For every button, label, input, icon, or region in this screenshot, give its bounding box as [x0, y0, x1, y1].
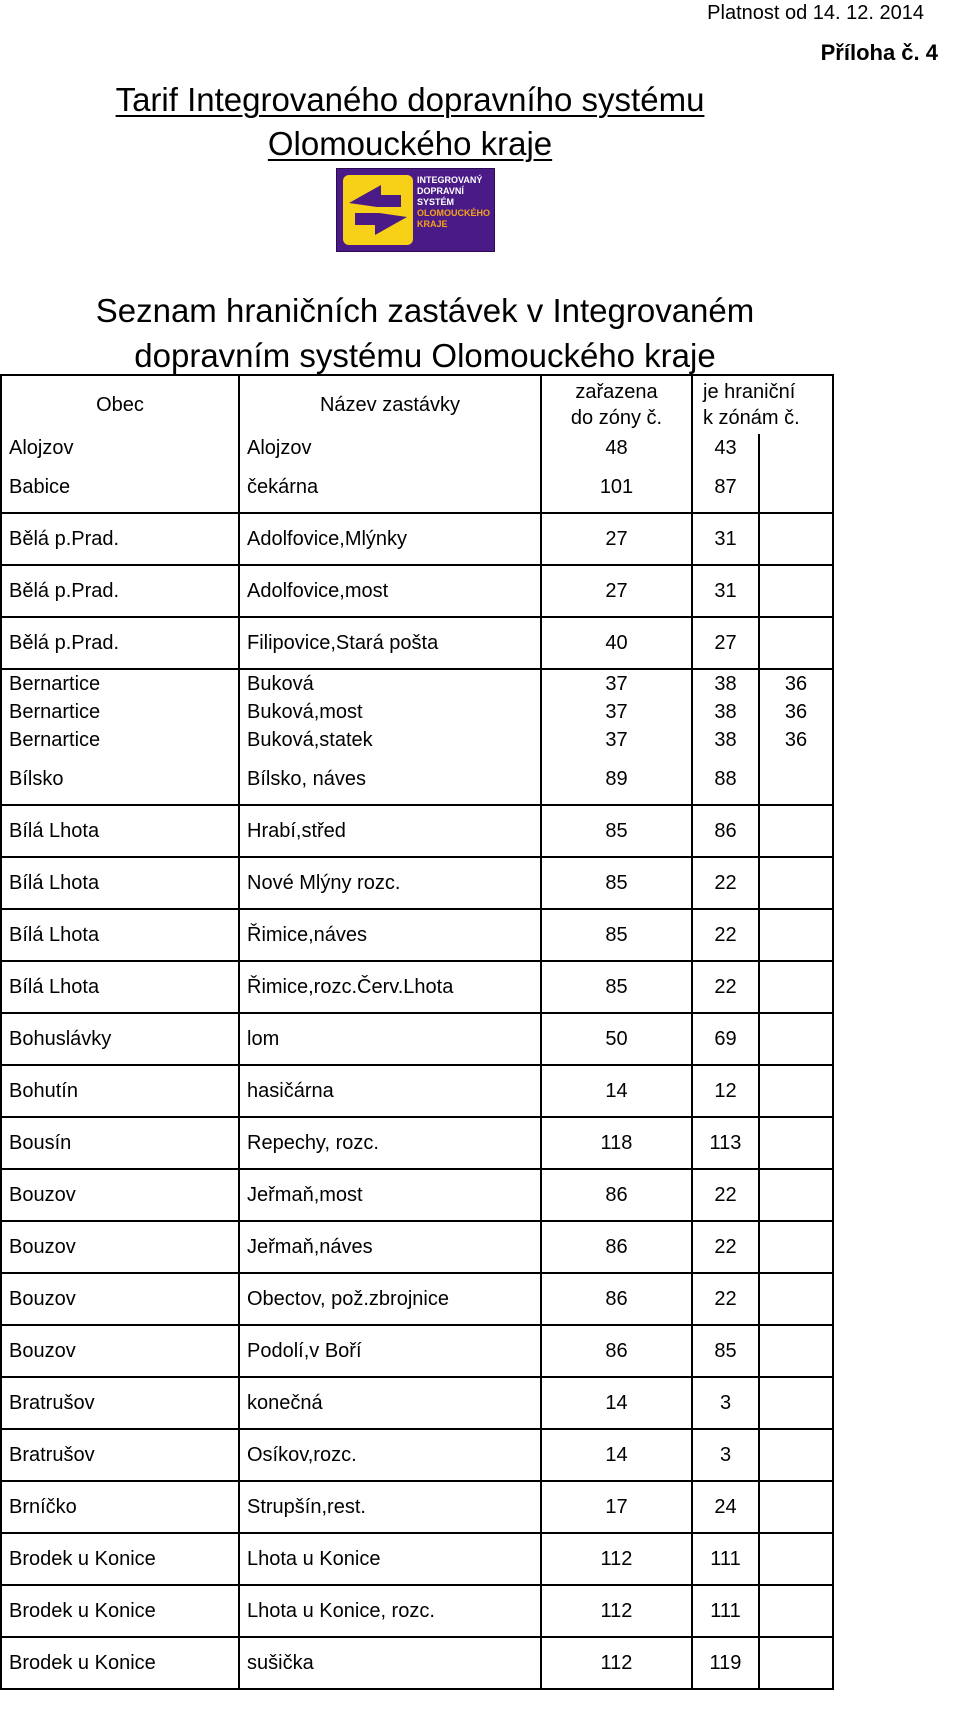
- cell-border-zone-1: 31: [692, 565, 759, 617]
- table-row: [1, 805, 833, 857]
- cell-border-zone-2: [759, 565, 833, 617]
- ids-ok-arrows-logo-icon: [341, 173, 415, 247]
- cell-border-zone-1: 69: [692, 1013, 759, 1065]
- cell-zastavka: Bílsko, náves: [239, 754, 541, 805]
- table-header-row: [1, 375, 833, 434]
- col-header-border-line: k zónám č.: [703, 407, 800, 429]
- table-row: [1, 1273, 833, 1325]
- cell-border-zone-2: [759, 1377, 833, 1429]
- table-row: [1, 909, 833, 961]
- cell-zastavka: Alojzov: [239, 434, 541, 462]
- table-row: [1, 961, 833, 1013]
- cell-zastavka: Řimice,náves: [239, 909, 541, 961]
- cell-obec: Brodek u Konice: [1, 1637, 239, 1689]
- table-row: [1, 1065, 833, 1117]
- table-row: [1, 726, 833, 754]
- cell-zone: 27: [541, 513, 692, 565]
- cell-obec: Bernartice: [1, 698, 239, 726]
- cell-border-zone-2: [759, 1429, 833, 1481]
- cell-obec: Bousín: [1, 1117, 239, 1169]
- title-line-2: Olomouckého kraje: [267, 125, 553, 162]
- cell-border-zone-2: [759, 1481, 833, 1533]
- table-row: [1, 1481, 833, 1533]
- cell-border-zone-2: [759, 1221, 833, 1273]
- cell-border-zone-1: 31: [692, 513, 759, 565]
- cell-border-zone-2: [759, 909, 833, 961]
- table-row: [1, 669, 833, 698]
- cell-border-zone-2: [759, 961, 833, 1013]
- validity-date: Platnost od 14. 12. 2014: [707, 2, 924, 24]
- cell-obec: Bělá p.Prad.: [1, 513, 239, 565]
- table-row: [1, 1325, 833, 1377]
- cell-obec: Alojzov: [1, 434, 239, 462]
- cell-border-zone-1: 3: [692, 1377, 759, 1429]
- table-row: [1, 617, 833, 669]
- cell-zastavka: Lhota u Konice: [239, 1533, 541, 1585]
- cell-zastavka: Jeřmaň,most: [239, 1169, 541, 1221]
- logo-text-line: INTEGROVANÝ: [417, 175, 483, 185]
- cell-border-zone-1: 111: [692, 1533, 759, 1585]
- cell-obec: Bouzov: [1, 1169, 239, 1221]
- table-row: [1, 1221, 833, 1273]
- cell-zone: 112: [541, 1533, 692, 1585]
- table-row: [1, 1377, 833, 1429]
- col-header-obec: Obec: [1, 375, 239, 434]
- table-row: [1, 1533, 833, 1585]
- attachment-label: Příloha č. 4: [820, 40, 938, 65]
- cell-border-zone-2: [759, 1117, 833, 1169]
- cell-border-zone-1: 43: [692, 434, 759, 462]
- cell-zone: 112: [541, 1585, 692, 1637]
- cell-border-zone-1: 22: [692, 1169, 759, 1221]
- cell-border-zone-1: 38: [692, 669, 759, 698]
- cell-zone: 85: [541, 805, 692, 857]
- cell-border-zone-2: [759, 805, 833, 857]
- cell-zone: 101: [541, 462, 692, 513]
- cell-zastavka: Adolfovice,Mlýnky: [239, 513, 541, 565]
- cell-obec: Bouzov: [1, 1221, 239, 1273]
- cell-border-zone-2: [759, 462, 833, 513]
- cell-obec: Brníčko: [1, 1481, 239, 1533]
- cell-zone: 14: [541, 1429, 692, 1481]
- cell-zastavka: čekárna: [239, 462, 541, 513]
- cell-zastavka: Řimice,rozc.Červ.Lhota: [239, 961, 541, 1013]
- cell-zone: 37: [541, 669, 692, 698]
- cell-border-zone-1: 111: [692, 1585, 759, 1637]
- table-row: [1, 754, 833, 805]
- cell-border-zone-1: 38: [692, 726, 759, 754]
- table-row: [1, 565, 833, 617]
- col-header-zone: [541, 375, 692, 434]
- cell-obec: Bílsko: [1, 754, 239, 805]
- table-row: [1, 434, 833, 462]
- cell-zone: 85: [541, 857, 692, 909]
- cell-obec: Bílá Lhota: [1, 805, 239, 857]
- cell-border-zone-2: 36: [759, 669, 833, 698]
- cell-border-zone-1: 3: [692, 1429, 759, 1481]
- cell-border-zone-1: 24: [692, 1481, 759, 1533]
- cell-zastavka: Lhota u Konice, rozc.: [239, 1585, 541, 1637]
- cell-border-zone-2: [759, 1013, 833, 1065]
- ids-logo: [336, 168, 495, 252]
- logo-text-line: DOPRAVNÍ: [417, 186, 464, 196]
- cell-border-zone-1: 22: [692, 1221, 759, 1273]
- cell-border-zone-1: 22: [692, 909, 759, 961]
- col-header-zone-line: zařazena: [575, 381, 658, 403]
- cell-border-zone-2: [759, 1533, 833, 1585]
- cell-border-zone-2: [759, 1585, 833, 1637]
- cell-border-zone-1: 119: [692, 1637, 759, 1689]
- cell-obec: Bohutín: [1, 1065, 239, 1117]
- cell-zastavka: sušička: [239, 1637, 541, 1689]
- cell-zastavka: lom: [239, 1013, 541, 1065]
- cell-zastavka: Strupšín,rest.: [239, 1481, 541, 1533]
- cell-zastavka: Jeřmaň,náves: [239, 1221, 541, 1273]
- table-row: [1, 1013, 833, 1065]
- cell-border-zone-2: [759, 1325, 833, 1377]
- cell-zone: 27: [541, 565, 692, 617]
- cell-border-zone-1: 22: [692, 961, 759, 1013]
- cell-zone: 14: [541, 1377, 692, 1429]
- cell-zastavka: Filipovice,Stará pošta: [239, 617, 541, 669]
- border-stops-table: [0, 374, 834, 1690]
- cell-obec: Brodek u Konice: [1, 1533, 239, 1585]
- cell-zone: 85: [541, 909, 692, 961]
- table-row: [1, 1429, 833, 1481]
- cell-zastavka: hasičárna: [239, 1065, 541, 1117]
- cell-zastavka: konečná: [239, 1377, 541, 1429]
- cell-zastavka: Buková,most: [239, 698, 541, 726]
- cell-zone: 17: [541, 1481, 692, 1533]
- cell-border-zone-2: [759, 1273, 833, 1325]
- cell-border-zone-2: 36: [759, 726, 833, 754]
- cell-obec: Babice: [1, 462, 239, 513]
- cell-border-zone-1: 86: [692, 805, 759, 857]
- table-row: [1, 698, 833, 726]
- cell-zone: 85: [541, 961, 692, 1013]
- cell-zastavka: Buková: [239, 669, 541, 698]
- cell-border-zone-2: [759, 513, 833, 565]
- cell-zastavka: Obectov, pož.zbrojnice: [239, 1273, 541, 1325]
- cell-zastavka: Buková,statek: [239, 726, 541, 754]
- subtitle-line-1: Seznam hraničních zastávek v Integrovaném: [95, 292, 755, 329]
- table-row: [1, 513, 833, 565]
- cell-obec: Bílá Lhota: [1, 857, 239, 909]
- cell-border-zone-1: 113: [692, 1117, 759, 1169]
- cell-zone: 86: [541, 1325, 692, 1377]
- cell-obec: Bohuslávky: [1, 1013, 239, 1065]
- cell-zastavka: Podolí,v Boří: [239, 1325, 541, 1377]
- cell-border-zone-2: [759, 754, 833, 805]
- cell-zone: 48: [541, 434, 692, 462]
- cell-obec: Brodek u Konice: [1, 1585, 239, 1637]
- cell-zone: 89: [541, 754, 692, 805]
- table-row: [1, 1637, 833, 1689]
- logo-text-line: KRAJE: [417, 219, 448, 229]
- cell-zone: 112: [541, 1637, 692, 1689]
- cell-zone: 86: [541, 1169, 692, 1221]
- cell-obec: Bílá Lhota: [1, 909, 239, 961]
- cell-obec: Bílá Lhota: [1, 961, 239, 1013]
- cell-border-zone-2: [759, 434, 833, 462]
- logo-text-line: SYSTÉM: [417, 197, 455, 207]
- cell-obec: Bouzov: [1, 1325, 239, 1377]
- cell-zone: 50: [541, 1013, 692, 1065]
- cell-border-zone-2: 36: [759, 698, 833, 726]
- cell-border-zone-1: 88: [692, 754, 759, 805]
- cell-border-zone-1: 22: [692, 857, 759, 909]
- cell-zastavka: Adolfovice,most: [239, 565, 541, 617]
- cell-border-zone-1: 38: [692, 698, 759, 726]
- cell-zastavka: Repechy, rozc.: [239, 1117, 541, 1169]
- cell-obec: Bouzov: [1, 1273, 239, 1325]
- col-header-zone-line: do zóny č.: [570, 407, 663, 429]
- table-row: [1, 462, 833, 513]
- cell-zastavka: Nové Mlýny rozc.: [239, 857, 541, 909]
- cell-zone: 14: [541, 1065, 692, 1117]
- cell-border-zone-2: [759, 1065, 833, 1117]
- cell-border-zone-1: 85: [692, 1325, 759, 1377]
- cell-border-zone-2: [759, 1637, 833, 1689]
- cell-obec: Bělá p.Prad.: [1, 565, 239, 617]
- cell-border-zone-1: 22: [692, 1273, 759, 1325]
- col-header-zastavka: Název zastávky: [239, 375, 541, 434]
- cell-obec: Bratrušov: [1, 1429, 239, 1481]
- subtitle-line-2: dopravním systému Olomouckého kraje: [134, 337, 716, 374]
- cell-zone: 37: [541, 726, 692, 754]
- cell-border-zone-1: 12: [692, 1065, 759, 1117]
- cell-border-zone-2: [759, 1169, 833, 1221]
- cell-zone: 118: [541, 1117, 692, 1169]
- cell-obec: Bratrušov: [1, 1377, 239, 1429]
- cell-obec: Bernartice: [1, 726, 239, 754]
- table-row: [1, 1169, 833, 1221]
- document-title: [50, 78, 770, 166]
- col-header-border-zones: [692, 375, 833, 434]
- table-row: [1, 857, 833, 909]
- title-line-1: Tarif Integrovaného dopravního systému: [115, 81, 705, 118]
- cell-zone: 86: [541, 1273, 692, 1325]
- cell-obec: Bernartice: [1, 669, 239, 698]
- cell-zastavka: Osíkov,rozc.: [239, 1429, 541, 1481]
- cell-border-zone-1: 27: [692, 617, 759, 669]
- cell-zastavka: Hrabí,střed: [239, 805, 541, 857]
- document-subtitle: [40, 288, 810, 378]
- col-header-border-line: je hraniční: [703, 381, 796, 403]
- cell-zone: 86: [541, 1221, 692, 1273]
- cell-border-zone-2: [759, 857, 833, 909]
- cell-zone: 37: [541, 698, 692, 726]
- table-row: [1, 1117, 833, 1169]
- cell-border-zone-2: [759, 617, 833, 669]
- table-row: [1, 1585, 833, 1637]
- cell-border-zone-1: 87: [692, 462, 759, 513]
- logo-text-line: OLOMOUCKÉHO: [417, 208, 490, 218]
- cell-obec: Bělá p.Prad.: [1, 617, 239, 669]
- logo-text: [417, 175, 491, 230]
- cell-zone: 40: [541, 617, 692, 669]
